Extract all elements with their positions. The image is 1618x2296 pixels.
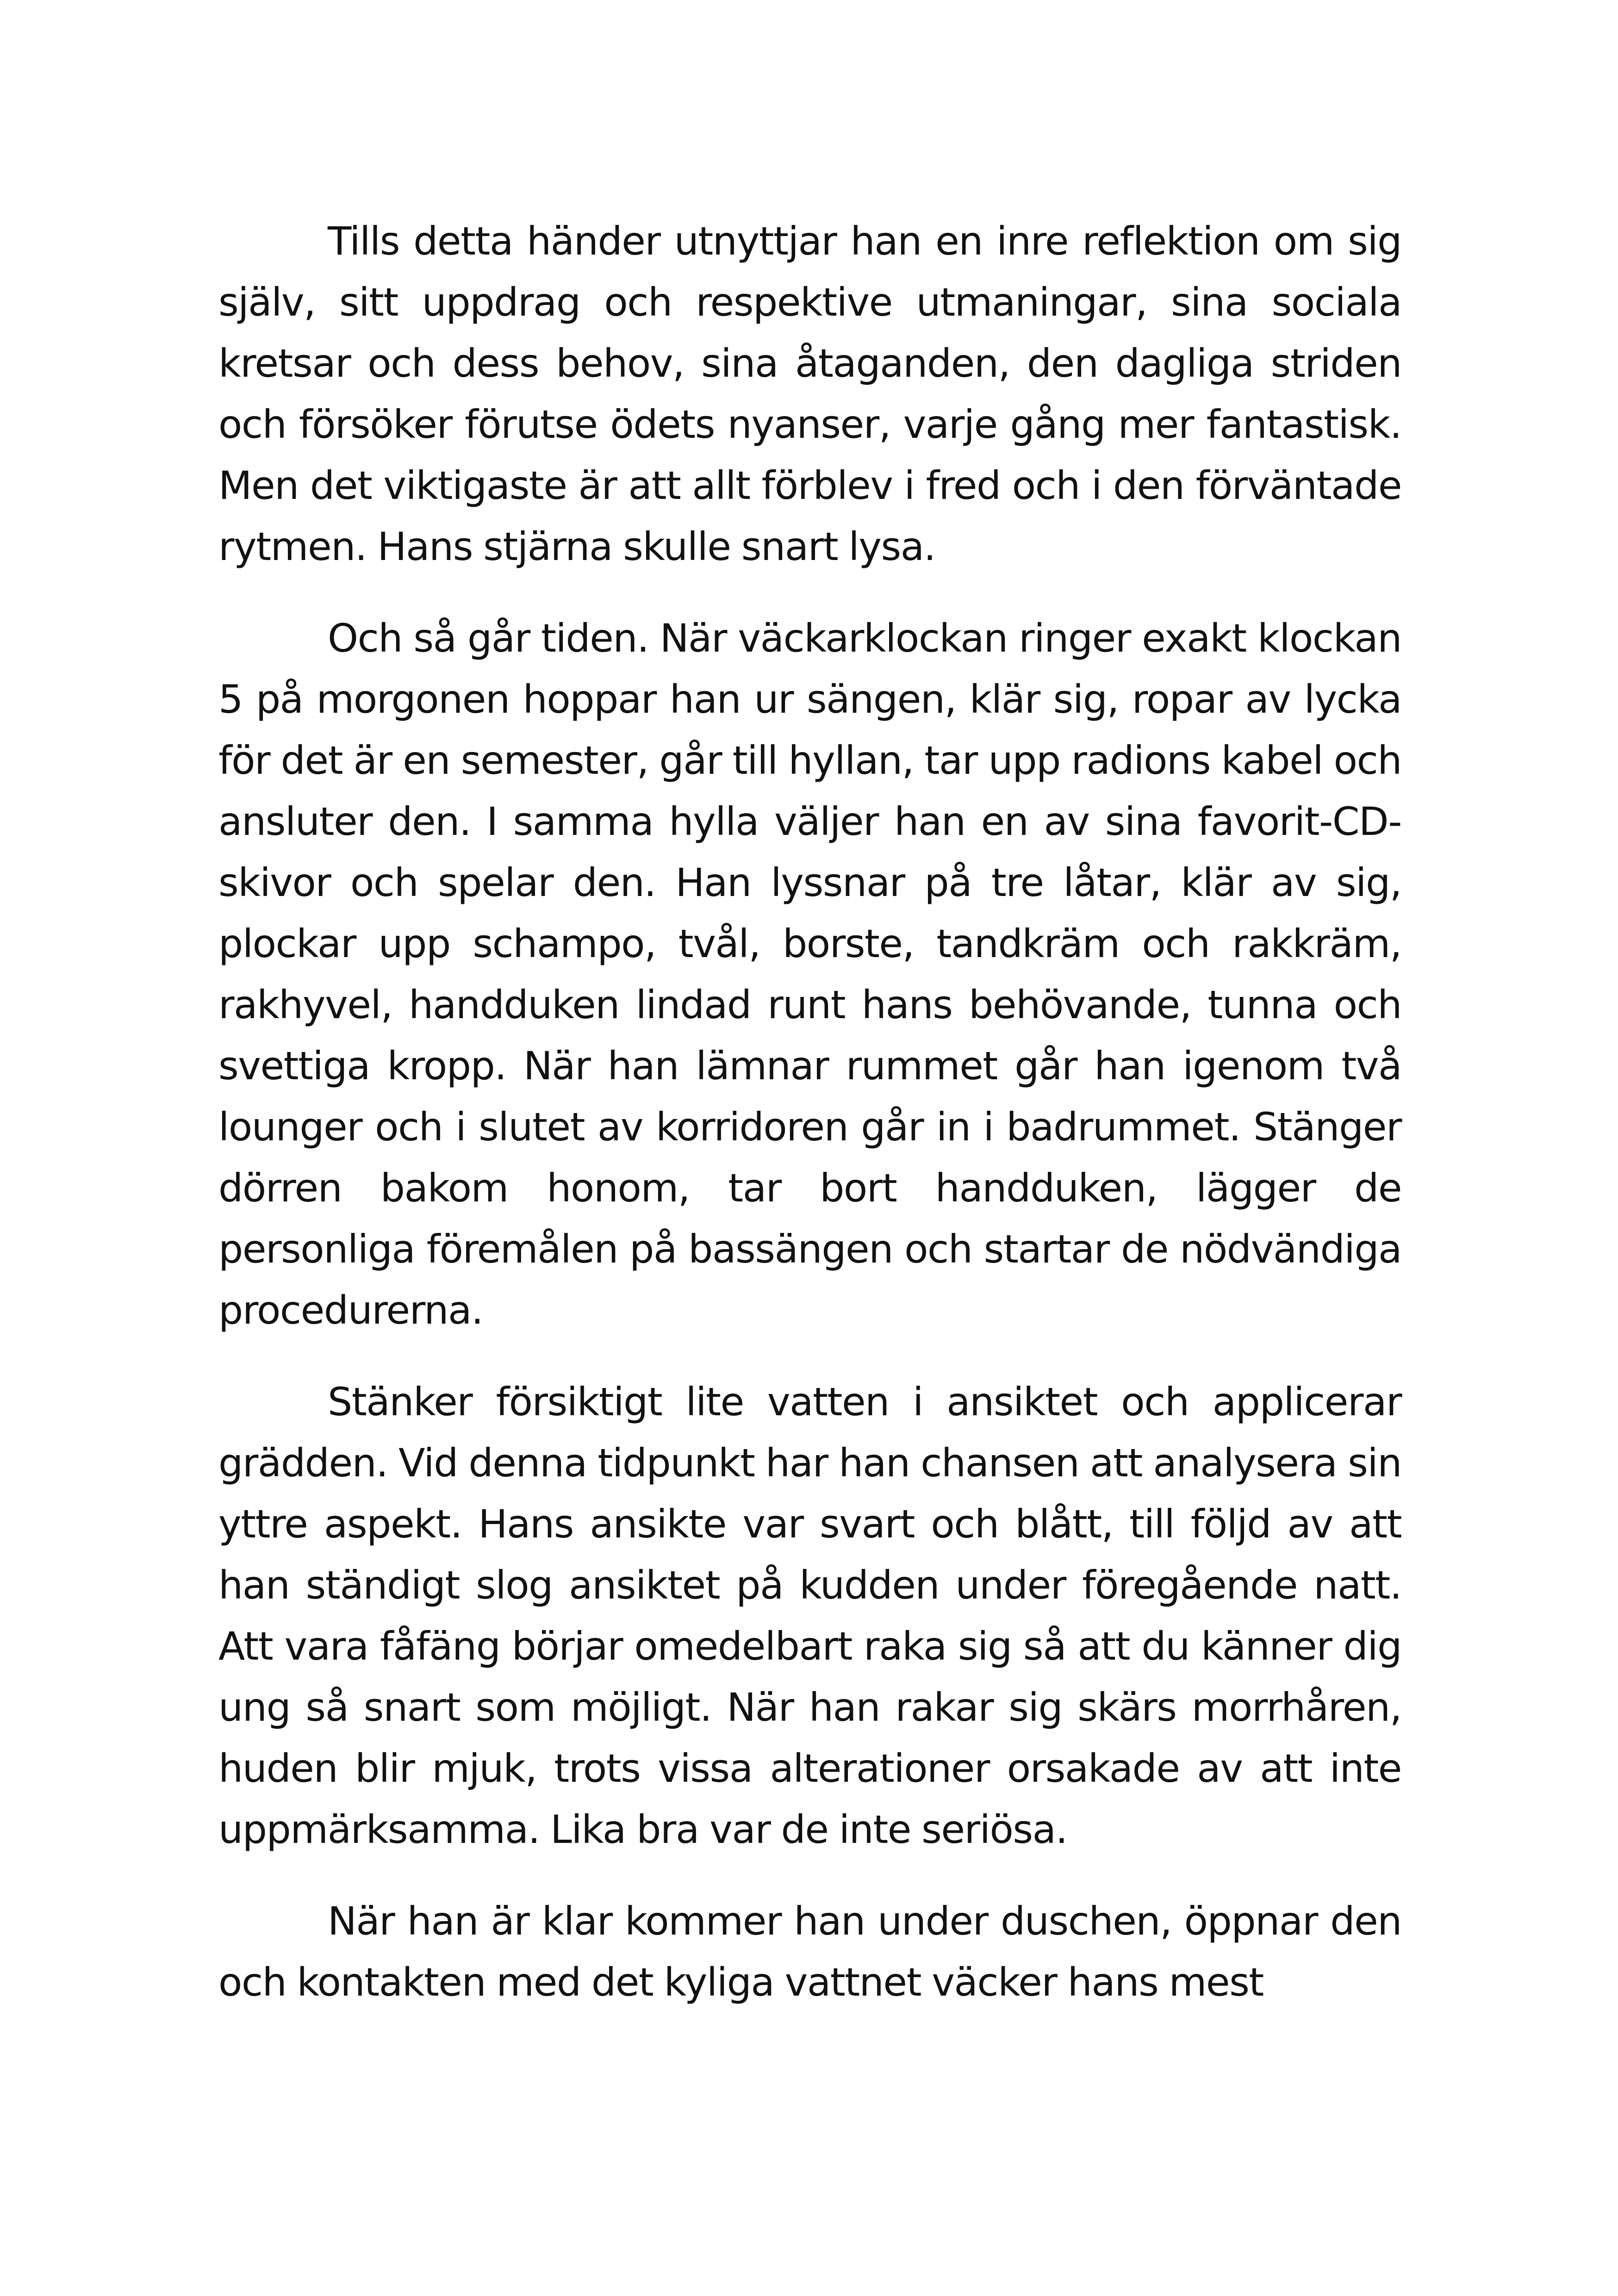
paragraph-1: Tills detta händer utnyttjar han en inre reflektion om sig själv, sitt uppdrag och respektive utmaningar, sina sociala kretsar och dess behov, sina åtaganden, den dagliga striden och försöker förutse ödets nyanser, varje gång mer fantastisk. Men det viktigaste är att allt förblev i fred och i den förväntade rytmen. Hans stjärna skulle snart lysa.	[218, 218, 1401, 569]
paragraph-4: När han är klar kommer han under duschen, öppnar den och kontakten med det kyliga vattnet väcker hans mest	[218, 1898, 1401, 2005]
paragraph-3: Stänker försiktigt lite vatten i ansiktet och applicerar grädden. Vid denna tidpunkt har han chansen att analysera sin yttre aspekt. Hans ansikte var svart och blått, till följd av att han ständigt slog ansiktet på kudden under föregående natt. Att vara fåfäng börjar omedelbart raka sig så att du känner dig ung så snart som möjligt. När han rakar sig skärs morrhåren, huden blir mjuk, trots vissa alterationer orsakade av att inte uppmärksamma. Lika bra var de inte seriösa.	[218, 1379, 1401, 1852]
paragraph-2: Och så går tiden. När väckarklockan ringer exakt klockan 5 på morgonen hoppar han ur sängen, klär sig, ropar av lycka för det är en semester, går till hyllan, tar upp radions kabel och ansluter den. I samma hylla väljer han en av sina favorit-CD-skivor och spelar den. Han lyssnar på tre låtar, klär av sig, plockar upp schampo, tvål, borste, tandkräm och rakkräm, rakhyvel, handduken lindad runt hans behövande, tunna och svettiga kropp. När han lämnar rummet går han igenom två lounger och i slutet av korridoren går in i badrummet. Stänger dörren bakom honom, tar bort handduken, lägger de personliga föremålen på bassängen och startar de nödvändiga procedurerna.	[218, 616, 1401, 1333]
body-text	[218, 211, 1401, 2013]
